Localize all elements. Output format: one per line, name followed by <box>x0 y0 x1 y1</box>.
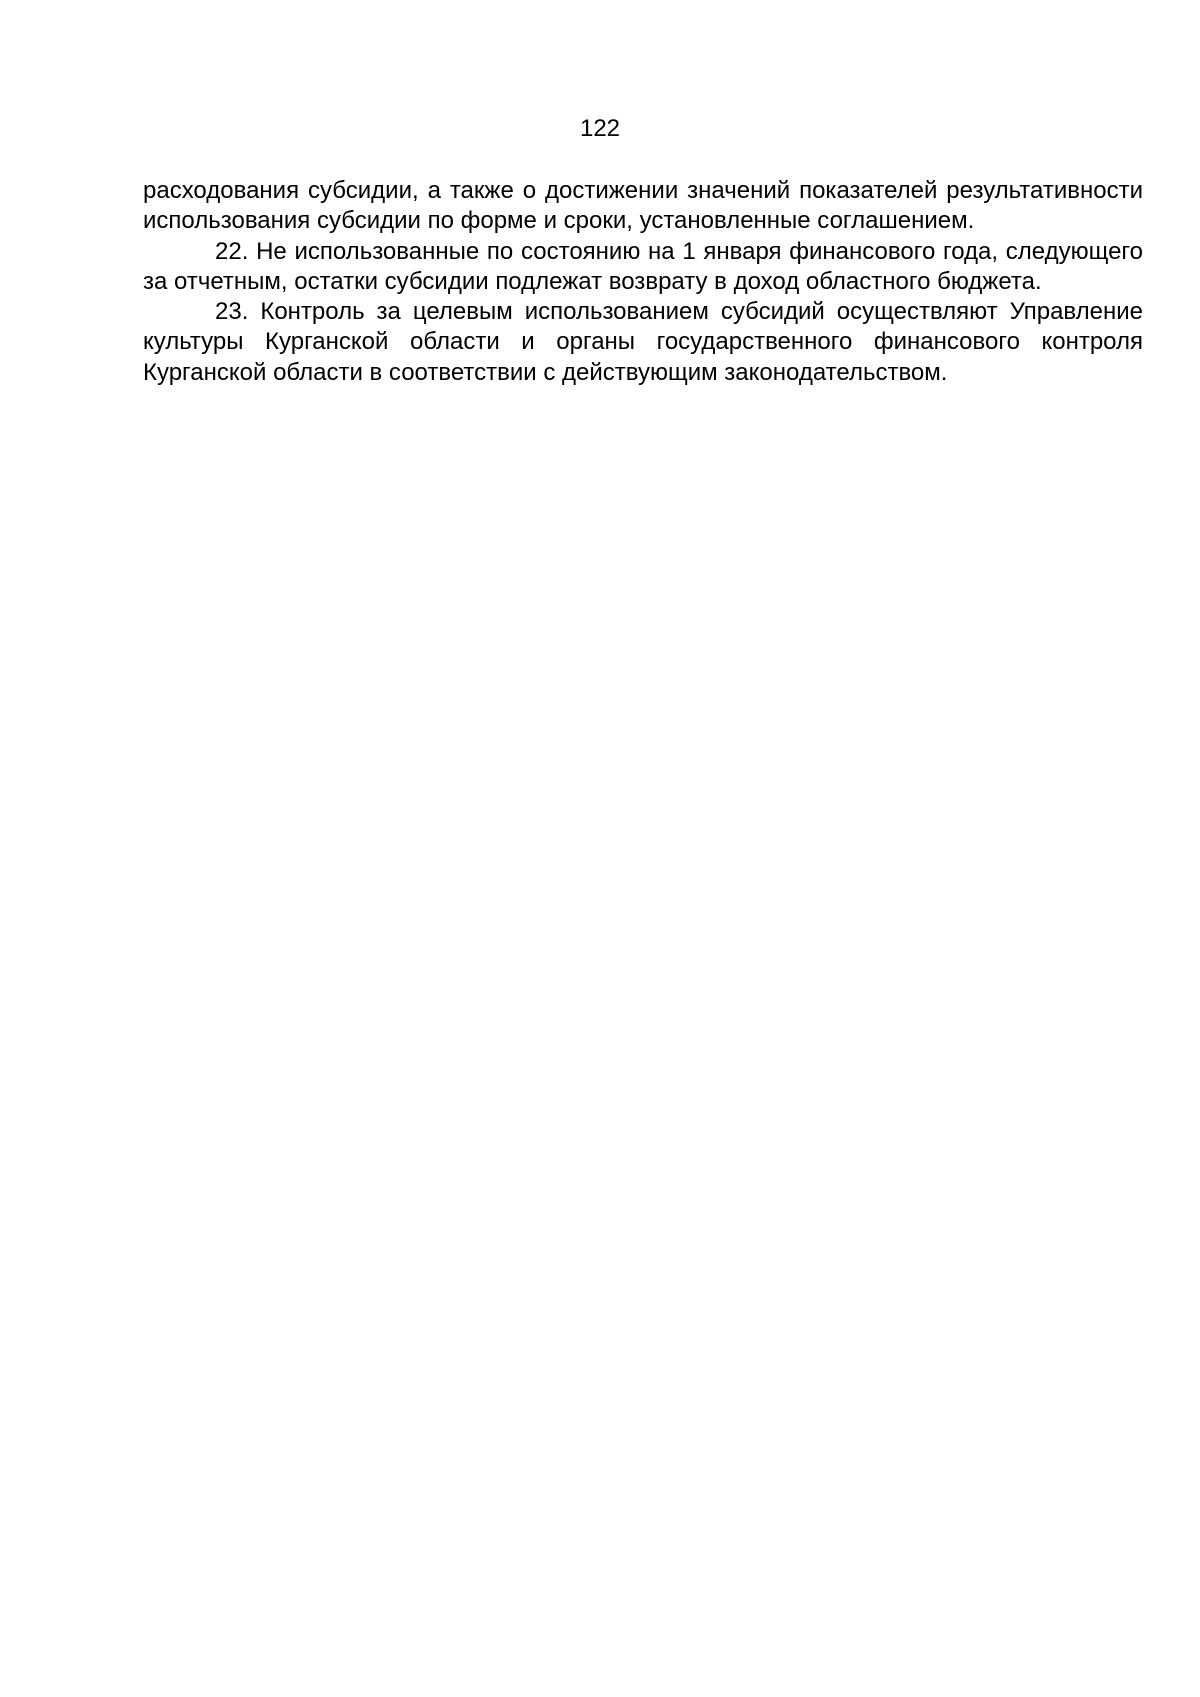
paragraph-23: 23. Контроль за целевым использованием субсидий осуществляют Управление культуры Курганской области и органы государственного финансового контроля Курганской области в соответствии с действующим законодательством. <box>143 298 1143 386</box>
body-text <box>143 176 1143 388</box>
page-number: 122 <box>579 115 621 142</box>
paragraph-22: 22. Не использованные по состоянию на 1 января финансового года, следующего за отчетным, остатки субсидии подлежат возврату в доход областного бюджета. <box>143 237 1143 295</box>
paragraph-continuation: расходования субсидии, а также о достижении значений показателей результативности использования субсидии по форме и сроки, установленные соглашением. <box>143 177 1143 235</box>
